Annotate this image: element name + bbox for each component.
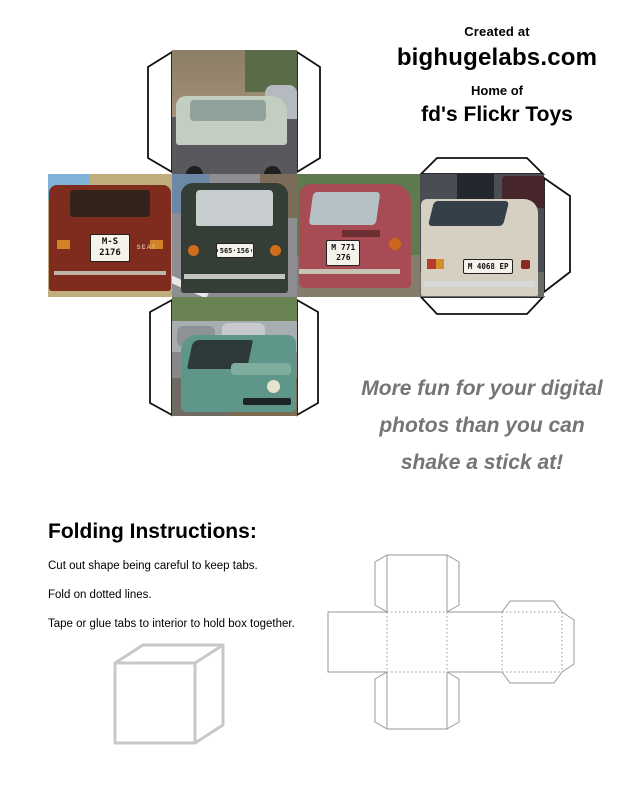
net-top-face-outline [387, 555, 447, 612]
tagline: More fun for your digital photos than you can shake a stick at! [361, 377, 603, 474]
instruction-step-1: Cut out shape being careful to keep tabs. [48, 560, 258, 572]
site-name: bighugelabs.com [396, 44, 598, 71]
net-tab [447, 672, 459, 729]
plate-text: M 771 [331, 243, 356, 253]
net-bottom-face-outline [387, 672, 447, 729]
instruction-step-2: Fold on dotted lines. [48, 589, 152, 601]
product-name: fd's Flickr Toys [421, 103, 573, 126]
net-left-face-outline [328, 612, 387, 672]
created-at-label: Created at [464, 24, 530, 39]
net-tab [447, 555, 459, 612]
plate-text: M 4068 EP [467, 261, 509, 271]
folding-instructions-title: Folding Instructions: [48, 520, 257, 543]
net-tab [375, 555, 387, 612]
plate-text: 565·156 [219, 246, 250, 255]
net-tab [502, 672, 562, 683]
plate-text: M-S [101, 236, 119, 247]
home-of-label: Home of [471, 83, 523, 98]
seat-badge: SEAT [136, 245, 157, 252]
net-tab [375, 672, 387, 729]
instruction-step-3: Tape or glue tabs to interior to hold box together. [48, 618, 295, 630]
plate-text: 2176 [99, 247, 121, 258]
net-tab [562, 612, 574, 672]
plate-text: 276 [336, 253, 351, 263]
net-tab [502, 601, 562, 612]
